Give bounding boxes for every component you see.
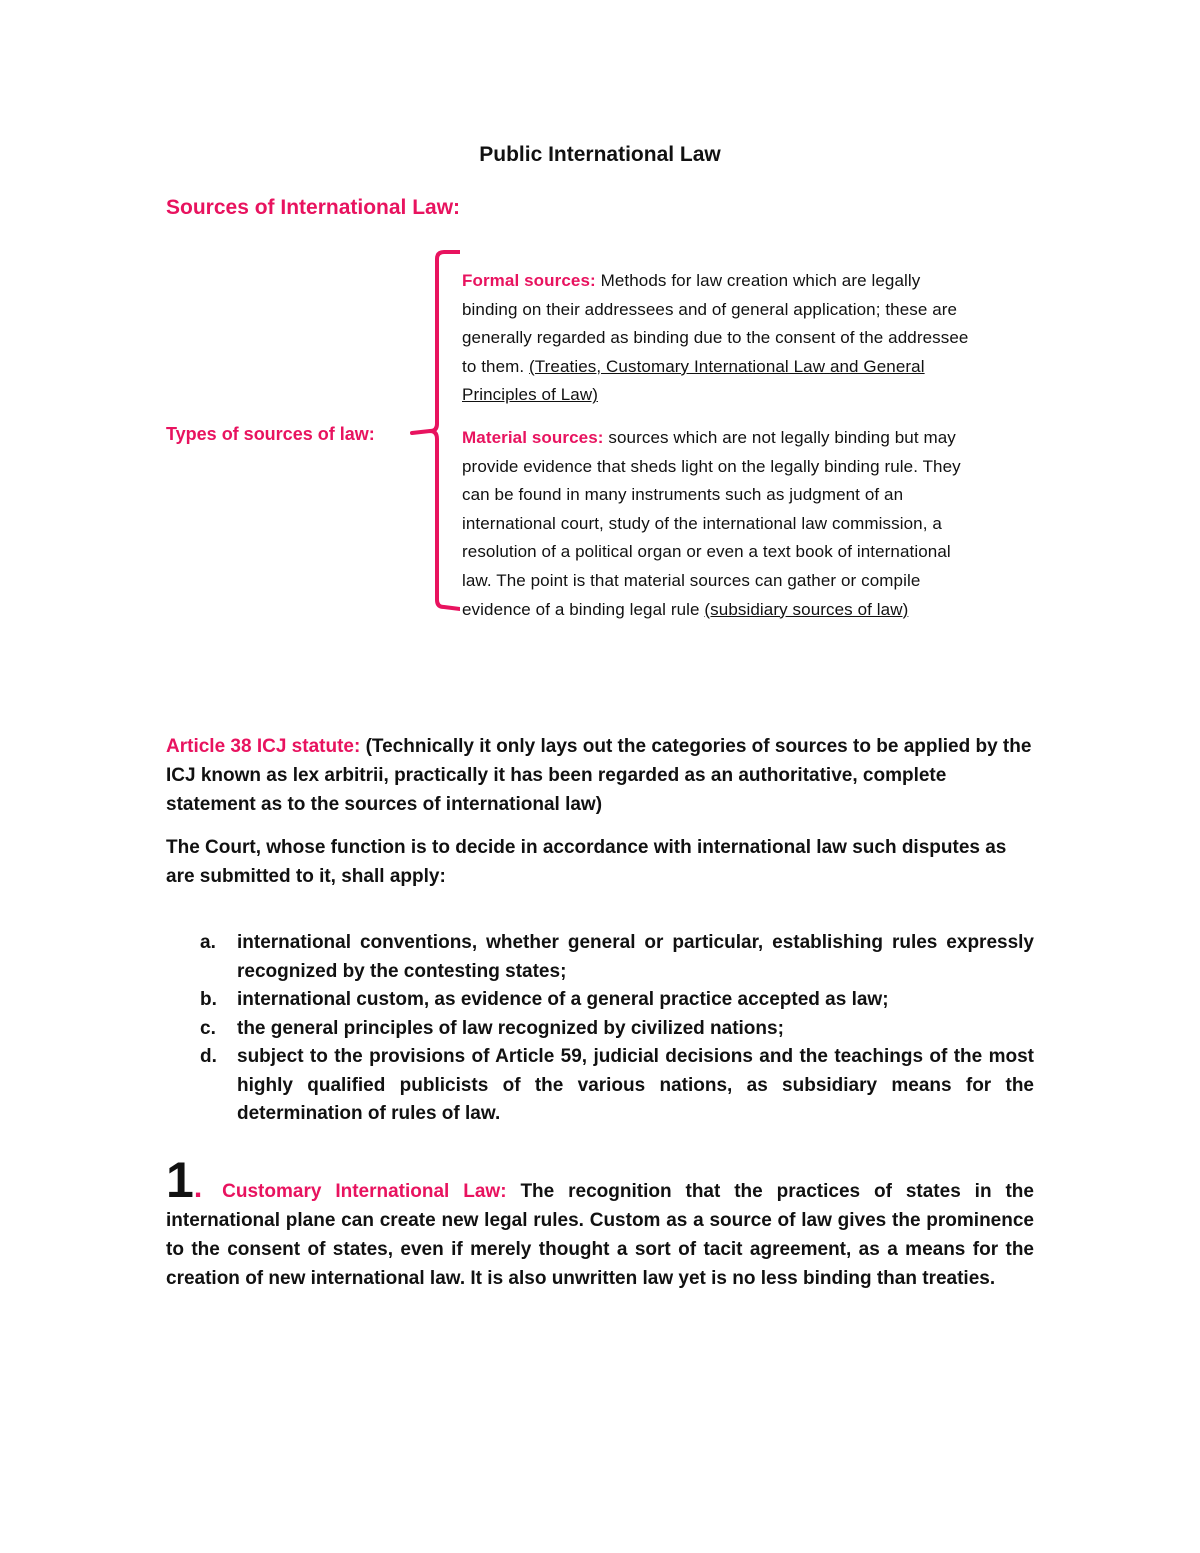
list-item-text: international custom, as evidence of a general practice accepted as law; (237, 989, 889, 1010)
curly-bracket-icon (400, 240, 460, 620)
list-marker: a. (200, 932, 216, 953)
formal-sources-examples: (Treaties, Customary International Law and General Principles of Law) (462, 356, 925, 405)
section-number: 1 (166, 1152, 194, 1208)
sources-description (462, 267, 977, 624)
material-sources-examples: (subsidiary sources of law) (704, 599, 909, 619)
list-item-text: subject to the provisions of Article 59, judicial decisions and the teachings of the most highly qualified publicists of the various nations, as subsidiary means for the determination of rules of law. (237, 1046, 1034, 1124)
list-item (166, 1015, 1034, 1044)
list-item-text: international conventions, whether general or particular, establishing rules expressly recognized by the contesting states; (237, 932, 1034, 982)
material-sources-paragraph (462, 424, 977, 624)
article-38-paragraph (166, 732, 1036, 819)
sources-heading: Sources of International Law: (166, 196, 461, 219)
list-item (166, 929, 1034, 986)
customary-law-text: The recognition that the practices of states in the international plane can create new legal rules. Custom as a source of law gives the prominence to the consent of states, even if merely thought a sort of tacit agreement, as a means for the creation of new international law. It is also unwritten law yet is no less binding than treaties. (166, 1181, 1034, 1289)
list-marker: c. (200, 1017, 216, 1039)
formal-sources-text: Methods for law creation which are legally binding on their addressees and of general application; these are generally regarded as binding due to the consent of the addressee to them. (462, 271, 969, 376)
customary-law-label: Customary International Law: (222, 1181, 507, 1202)
article-38-section (166, 732, 1036, 905)
formal-sources-paragraph (462, 267, 977, 410)
article-38-text: (Technically it only lays out the categories of sources to be applied by the ICJ known as lex arbitrii, practically it has been regarded as an authoritative, complete statement as to the sources of international law) (166, 736, 1032, 815)
article-38-list (166, 929, 1034, 1129)
material-sources-label: Material sources: (462, 427, 604, 447)
types-of-sources-label: Types of sources of law: (166, 424, 375, 444)
list-item (166, 1043, 1034, 1129)
list-marker: d. (200, 1046, 217, 1067)
article-38-label: Article 38 ICJ statute: (166, 736, 361, 757)
list-item (166, 986, 1034, 1015)
customary-law-section (166, 1152, 1034, 1293)
list-marker: b. (200, 989, 217, 1010)
formal-sources-label: Formal sources: (462, 271, 596, 290)
section-number-dot: . (193, 1171, 203, 1204)
court-intro-paragraph: The Court, whose function is to decide in accordance with international law such disputes as are submitted to it, shall apply: (166, 837, 1007, 887)
material-sources-text: sources which are not legally binding but may provide evidence that sheds light on the legally binding rule. They can be found in many instruments such as judgment of an international court, study of the international law commission, a resolution of a political organ or even a text book of international law. The point is that material sources can gather or compile evidence of a binding legal rule (462, 427, 961, 619)
document-title: Public International Law (479, 143, 721, 166)
list-item-text: the general principles of law recognized by civilized nations; (237, 1017, 784, 1039)
